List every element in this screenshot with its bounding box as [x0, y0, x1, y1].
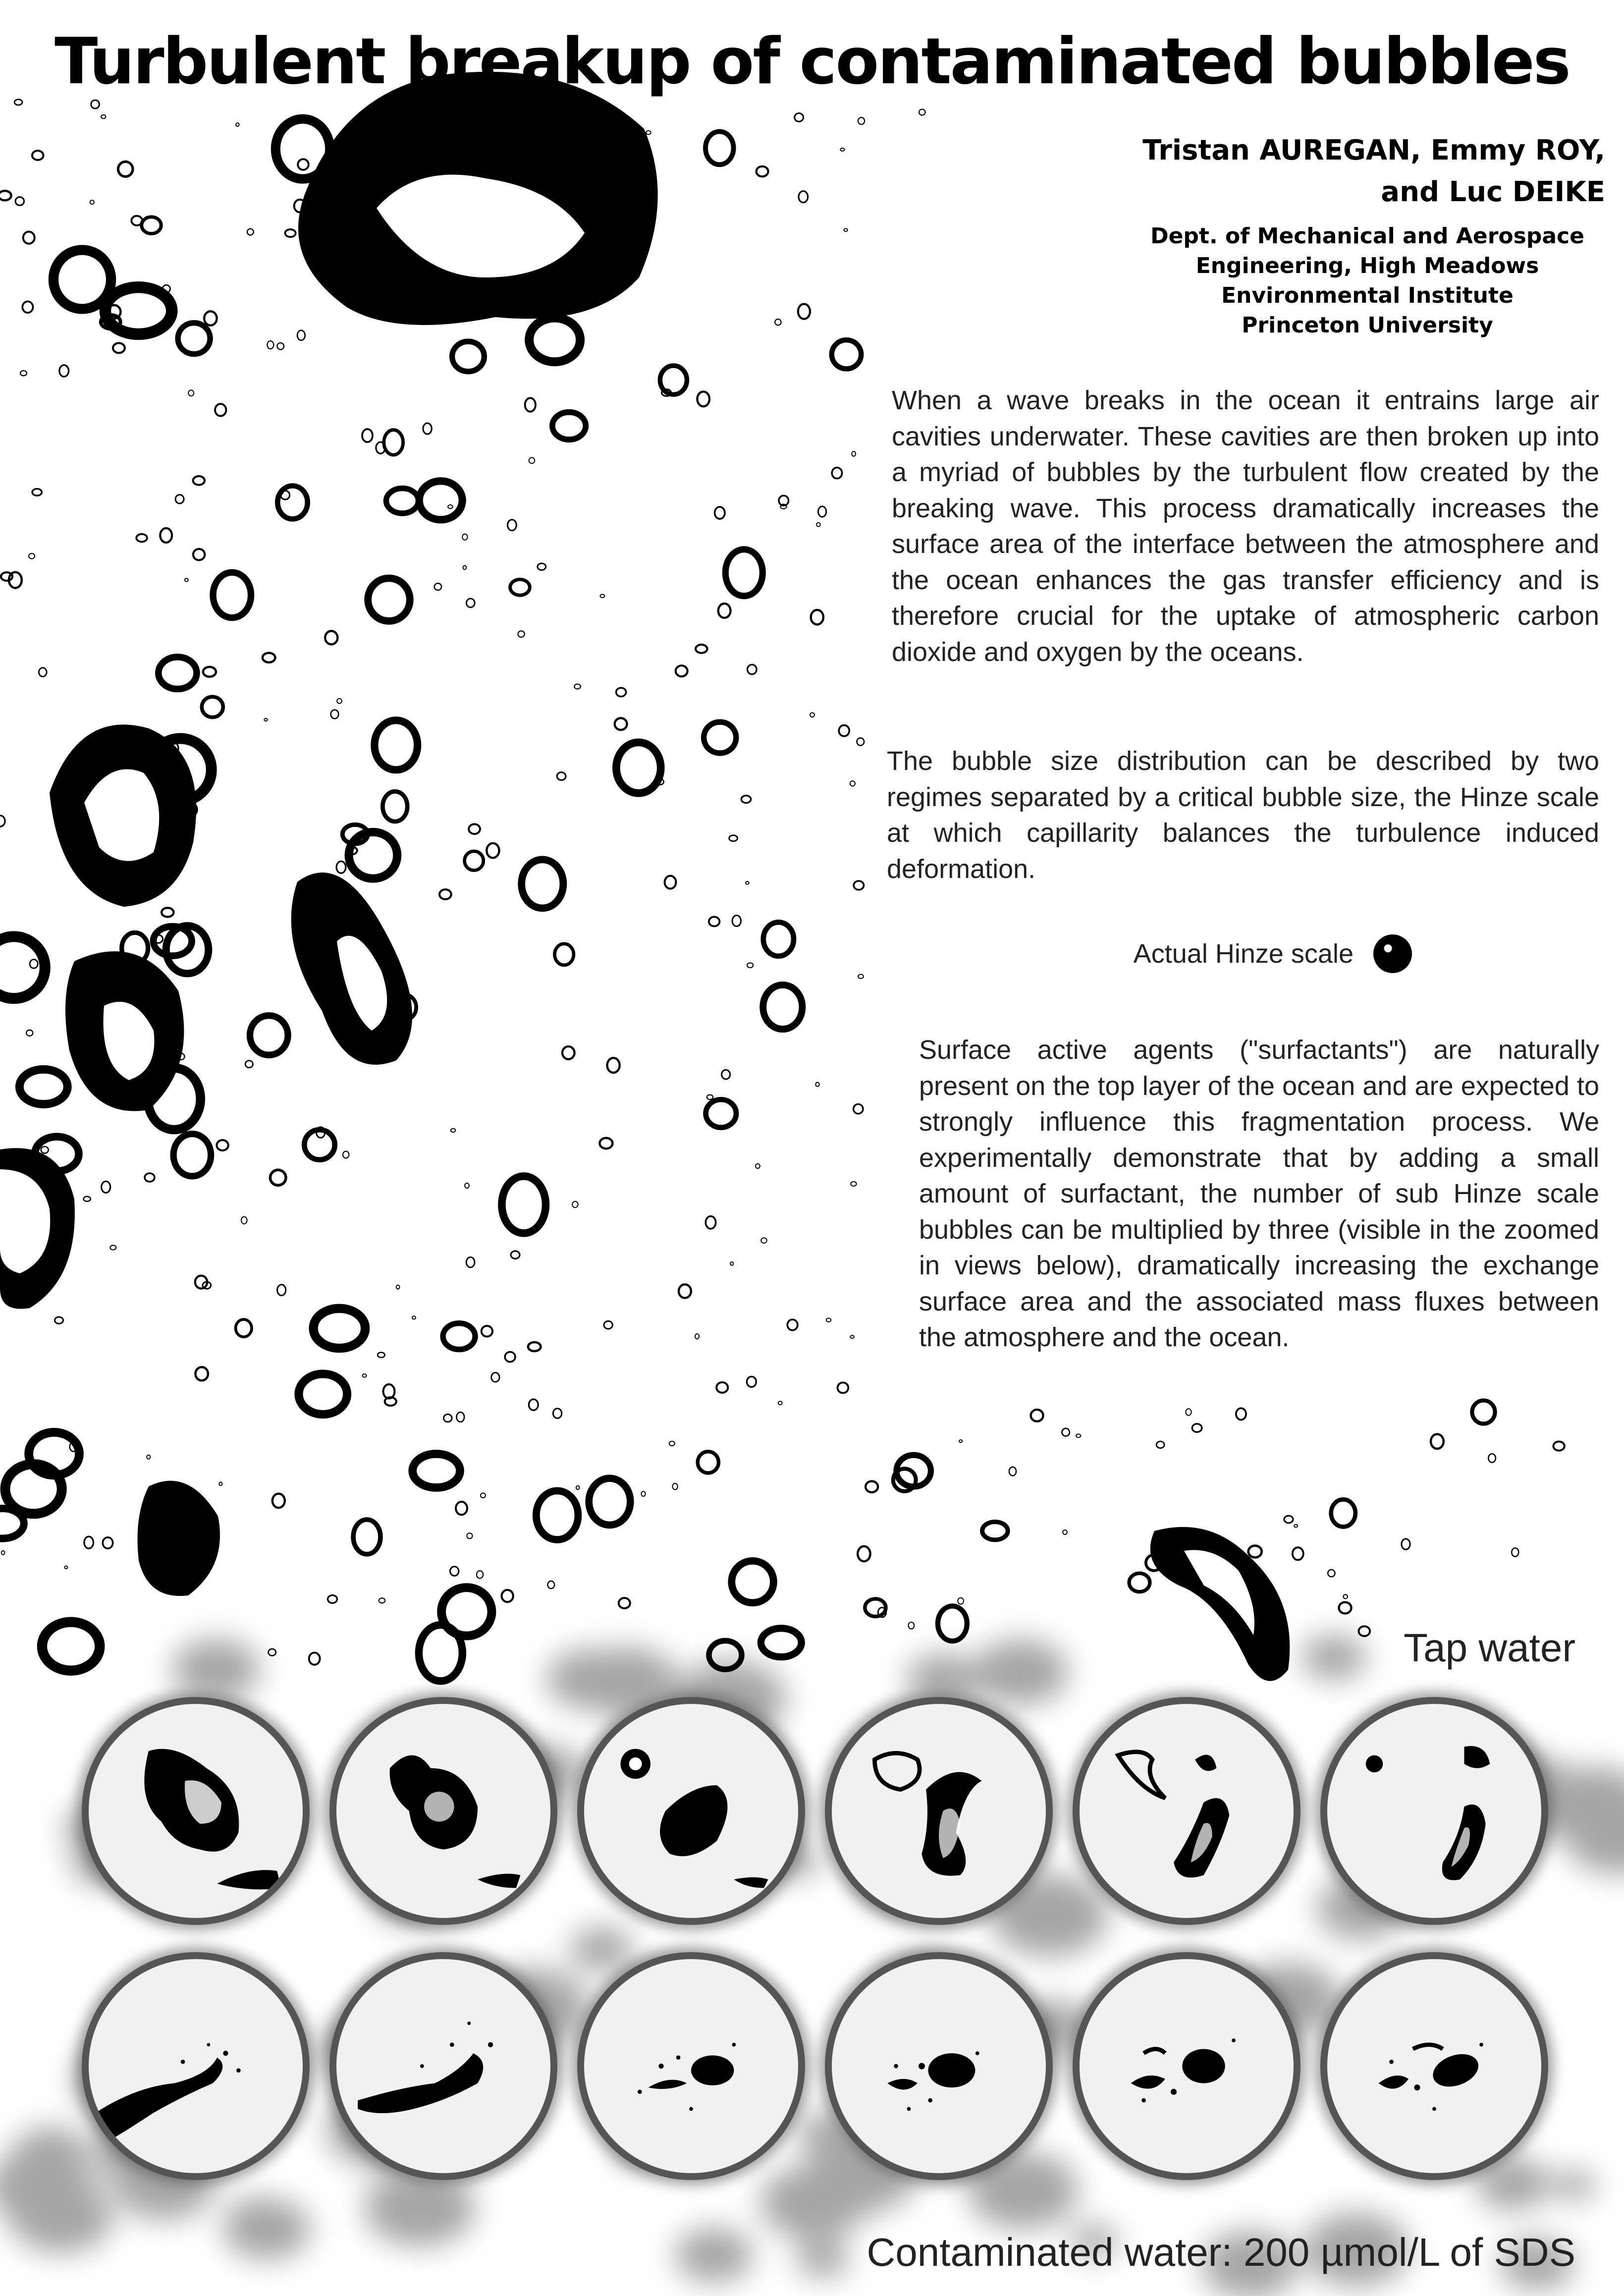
bubble	[810, 713, 814, 717]
bubble	[213, 572, 251, 617]
bubble	[747, 963, 753, 968]
bubble	[456, 1502, 467, 1515]
surfactant-paragraph: Surface active agents ("surfactants") are naturally present on the top layer of the ocean and are expected to strongly influence this fragmentation process. We experimentally demonstrate that by adding a small amount of surfactant, the number of sub Hinze scale bubbles can be multiplied by three (visible in the zoomed in views below), dramatically increasing the exchange surface area and the associated mass fluxes between the atmosphere and the ocean.	[919, 1035, 1599, 1352]
bubble	[615, 718, 627, 730]
bubble	[19, 1069, 67, 1104]
bubble	[536, 1491, 578, 1540]
bubble	[529, 458, 535, 464]
hinze-scale-label: Actual Hinze scale	[1133, 939, 1353, 969]
bubble	[419, 1625, 462, 1681]
bubble	[462, 534, 467, 540]
author-list	[1080, 130, 1605, 213]
bubble	[505, 1352, 515, 1362]
bubble	[552, 412, 586, 439]
bubble	[518, 631, 525, 637]
bubble	[778, 1401, 782, 1405]
bubble	[412, 1316, 416, 1319]
bubble	[0, 1509, 24, 1539]
bubble	[1343, 1594, 1348, 1598]
bubble	[959, 1440, 962, 1442]
bubble	[562, 1046, 575, 1059]
bubble	[761, 1628, 802, 1657]
bubble	[1472, 1401, 1495, 1424]
bubble	[314, 1309, 366, 1348]
bubble	[1488, 1454, 1496, 1462]
bubble	[600, 595, 605, 598]
bubble	[646, 131, 651, 135]
tap-water-frame-4	[825, 1697, 1053, 1925]
bubble	[419, 481, 462, 520]
tap-water-frame-6	[1320, 1697, 1548, 1925]
bubble	[1076, 1434, 1081, 1437]
bubble	[641, 1491, 645, 1496]
bubble	[1186, 1409, 1191, 1415]
poster-title: Turbulent breakup of contaminated bubbles	[54, 25, 1570, 99]
bubble	[298, 159, 309, 170]
blurred-bubble	[365, 2169, 475, 2246]
bubble	[196, 1367, 208, 1380]
bubble	[1553, 1442, 1564, 1451]
bubble	[434, 583, 441, 590]
bubble	[958, 1598, 964, 1604]
bubble	[362, 429, 373, 442]
bubble	[457, 1412, 465, 1422]
bubble	[1236, 1408, 1246, 1420]
bubble	[1, 1551, 5, 1555]
blurred-bubble	[570, 1927, 633, 1971]
bubble	[203, 667, 216, 677]
bubble	[41, 1147, 49, 1153]
tap-water-label: Tap water	[1404, 1626, 1575, 1670]
bubble	[604, 1321, 612, 1329]
affiliation-line: Engineering, High Meadows	[1195, 253, 1539, 278]
bubble	[716, 1382, 728, 1393]
bubble	[858, 117, 865, 124]
bubble	[39, 668, 47, 677]
bubble	[709, 917, 720, 926]
bubble	[763, 922, 794, 956]
bubble	[818, 506, 826, 517]
bubble	[1129, 1573, 1150, 1591]
bubble	[599, 1138, 612, 1148]
bubble	[202, 697, 223, 717]
bubble	[706, 1099, 736, 1127]
bubble	[619, 1598, 630, 1608]
bubble	[1294, 1525, 1298, 1527]
bubble	[529, 318, 580, 362]
bubble	[919, 109, 925, 115]
bubble	[159, 657, 197, 689]
author-line: Tristan AUREGAN, Emmy ROY,	[1142, 134, 1605, 166]
bubble	[162, 908, 173, 917]
bubble	[795, 113, 804, 122]
bubble	[15, 197, 24, 206]
bubble	[382, 791, 407, 821]
bubble	[26, 1030, 33, 1036]
bubble	[528, 1342, 541, 1351]
bubble	[386, 489, 419, 513]
bubble	[1063, 1530, 1067, 1534]
bubble	[217, 1140, 228, 1150]
bubble	[482, 1326, 492, 1337]
bubble	[982, 1522, 1008, 1540]
bubble	[572, 1202, 578, 1207]
bubble	[576, 1486, 580, 1490]
bubble	[538, 563, 546, 570]
bubble	[763, 985, 802, 1029]
hinze-bubble-icon	[1373, 934, 1412, 973]
bubble	[715, 507, 725, 519]
bubble	[508, 520, 517, 531]
bubble	[775, 319, 781, 325]
bubble	[267, 341, 273, 349]
bubble	[1009, 1467, 1016, 1476]
bubble	[465, 1183, 469, 1188]
bubble	[676, 665, 688, 676]
bubble	[0, 936, 45, 998]
contaminated-frame-5	[1073, 1952, 1300, 2180]
bubble	[147, 1455, 150, 1459]
bubble	[747, 1376, 756, 1387]
bubble	[679, 1284, 691, 1298]
bubble	[91, 100, 100, 109]
bubble	[511, 1251, 520, 1258]
bubble	[331, 710, 339, 719]
bubble	[368, 578, 410, 621]
bubble	[64, 1566, 67, 1569]
bubble	[553, 1409, 561, 1419]
bubble	[178, 323, 210, 354]
tap-water-frame-2	[329, 1697, 557, 1925]
bubble	[193, 476, 205, 485]
bubble	[215, 404, 226, 416]
bubble	[102, 1181, 110, 1193]
bubble	[466, 1257, 475, 1267]
blurred-bubble	[223, 2198, 311, 2259]
bubble	[705, 131, 734, 164]
bubble	[297, 330, 305, 340]
blurred-bubble	[974, 1639, 1068, 1705]
bubble	[110, 1245, 116, 1250]
blurred-bubble	[9, 2181, 112, 2253]
bubble	[1248, 1546, 1262, 1558]
bubble	[20, 371, 27, 376]
bubble	[383, 1384, 395, 1399]
bubble	[55, 1317, 63, 1324]
bubble	[757, 166, 768, 176]
bubble	[840, 148, 844, 151]
bubble	[349, 832, 397, 878]
blurred-bubble	[14, 2127, 87, 2178]
bubble	[799, 191, 808, 203]
bubble	[105, 287, 171, 334]
bubble	[502, 1176, 546, 1233]
blurred-bubble	[761, 2165, 867, 2240]
tap-water-frame-1	[82, 1697, 310, 1925]
bubble	[665, 876, 676, 889]
bubble	[362, 1374, 366, 1377]
bubble	[272, 1494, 285, 1508]
bubble	[466, 599, 475, 607]
bubble	[481, 1493, 486, 1498]
tap-water-frame-5	[1073, 1697, 1300, 1925]
blurred-bubble	[1553, 2170, 1596, 2200]
bubble	[850, 781, 855, 786]
contaminated-frame-2	[329, 1952, 557, 2180]
bubble	[746, 881, 749, 884]
bubble	[299, 1374, 347, 1415]
bubble	[705, 1216, 715, 1229]
bubble	[522, 860, 563, 908]
bubble	[467, 1533, 472, 1538]
bubble	[1031, 1410, 1043, 1421]
bubble	[463, 566, 467, 570]
bubble	[502, 1590, 513, 1602]
bubble	[756, 1164, 760, 1168]
bubble	[250, 1016, 288, 1055]
bubble	[241, 1217, 247, 1224]
bubble	[175, 495, 184, 504]
bubble	[336, 861, 346, 873]
bubble	[729, 835, 738, 841]
bubble	[852, 451, 856, 456]
bubble	[160, 528, 172, 543]
bubble	[328, 1595, 337, 1603]
bubble	[844, 228, 847, 231]
bubble	[378, 1353, 385, 1358]
bubble	[204, 311, 217, 325]
blurred-bubble	[172, 1639, 260, 1700]
bubble	[0, 191, 11, 200]
bubble	[304, 1130, 334, 1159]
bubble	[444, 1414, 452, 1421]
contaminated-frame-6	[1320, 1952, 1548, 2180]
bubble	[277, 343, 284, 350]
bubble	[732, 1561, 774, 1602]
bubble	[748, 664, 757, 674]
bubble	[277, 486, 307, 519]
bubble	[448, 505, 453, 508]
bubble	[14, 100, 22, 105]
bubble	[832, 340, 861, 369]
bubble	[413, 1454, 460, 1487]
bubble	[574, 684, 581, 689]
bubble	[22, 301, 33, 313]
bubble	[909, 1622, 915, 1629]
bubble	[29, 553, 35, 559]
bubble	[707, 1095, 713, 1100]
bubble	[219, 1482, 222, 1485]
bubble	[1512, 1548, 1518, 1556]
bubble	[1328, 1570, 1335, 1577]
bubble	[1402, 1539, 1410, 1549]
bubble	[439, 889, 451, 899]
bubble	[698, 1452, 718, 1473]
contaminated-frame-3	[577, 1952, 805, 2180]
bubble	[761, 1238, 767, 1243]
bubble	[816, 523, 820, 527]
bubble	[309, 1653, 320, 1665]
bubble	[30, 959, 38, 968]
bubble	[730, 1262, 733, 1265]
bubble	[469, 824, 480, 834]
bubble	[343, 1151, 349, 1158]
bubble	[725, 549, 762, 596]
bubble	[103, 1537, 112, 1548]
bubble	[23, 232, 35, 244]
bubble	[59, 365, 69, 377]
bubble	[142, 217, 161, 234]
bubble	[854, 881, 864, 890]
bubble	[732, 916, 741, 927]
bubble	[589, 1478, 631, 1525]
contaminated-frame-1	[82, 1952, 310, 2180]
bubble	[616, 742, 661, 793]
bubble	[477, 1571, 483, 1578]
bubble	[101, 115, 106, 119]
bubble	[616, 688, 626, 696]
bubble	[264, 718, 268, 721]
bubble	[270, 1170, 286, 1185]
bubble	[695, 1334, 699, 1339]
bubble	[188, 390, 194, 396]
bubble	[607, 1058, 620, 1073]
bubble	[1431, 1434, 1444, 1449]
bubble	[1192, 1424, 1202, 1432]
bubble	[1284, 1516, 1293, 1523]
bubble	[245, 1061, 253, 1068]
bubble	[697, 391, 709, 406]
bubble	[696, 645, 707, 653]
bubble	[669, 1441, 675, 1446]
bubble	[857, 738, 865, 745]
bubble	[718, 603, 731, 618]
bubble	[465, 851, 484, 871]
bubble	[1062, 1428, 1070, 1436]
affiliation-line: Princeton University	[1242, 313, 1493, 338]
bubble	[337, 699, 342, 704]
contaminated-frame-4	[825, 1952, 1053, 2180]
bubble	[145, 1173, 155, 1182]
bubble	[423, 423, 432, 434]
bubble	[375, 720, 418, 770]
bubble	[136, 534, 147, 542]
bubble	[193, 549, 205, 560]
bubble	[84, 1536, 94, 1548]
bubble	[832, 468, 842, 479]
bubble	[858, 975, 864, 979]
bubble	[826, 1318, 831, 1322]
bubble	[1339, 1602, 1352, 1614]
distribution-paragraph: The bubble size distribution can be described by two regimes separated by a critical bubble size, the Hinze scale at which capillarity balances the turbulence induced deformation.	[887, 746, 1599, 884]
bubble	[113, 343, 125, 353]
bubble	[450, 1567, 459, 1576]
bubble	[811, 610, 823, 624]
bubble	[815, 1082, 819, 1086]
bubble	[858, 1546, 870, 1561]
bubble	[854, 1104, 863, 1113]
bubble	[118, 162, 133, 176]
bubble	[263, 653, 275, 662]
bubble	[443, 1323, 475, 1350]
bubble	[90, 200, 94, 204]
bubble	[353, 1520, 380, 1554]
bubble	[510, 579, 530, 595]
contaminated-water-label: Contaminated water: 200 µmol/L of SDS	[866, 2230, 1575, 2274]
bubble	[236, 123, 239, 126]
hinze-scale-legend	[1065, 931, 1412, 976]
bubble	[850, 1335, 854, 1338]
bubble	[0, 816, 5, 826]
bubble	[487, 843, 499, 858]
bubble	[491, 1372, 499, 1382]
bubble	[173, 1134, 211, 1176]
bubble	[672, 1483, 677, 1490]
bubble	[1331, 1499, 1355, 1527]
affiliation	[1120, 221, 1615, 340]
bubble	[798, 304, 810, 319]
bubble	[851, 1182, 856, 1186]
affiliation-line: Environmental Institute	[1221, 283, 1514, 308]
bubble	[185, 578, 188, 582]
bubble	[247, 229, 254, 235]
bubble	[529, 1399, 538, 1410]
intro-paragraph: When a wave breaks in the ocean it entrains large air cavities underwater. These cavities are then broken up into a myriad of bubbles by the turbulent flow created by the breaking wave. This process dramatically increases the surface area of the interface between the atmosphere and the ocean enhances the gas transfer efficiency and is therefore crucial for the uptake of atmospheric carbon dioxide and oxygen by the oceans.	[892, 385, 1599, 667]
bubble	[285, 229, 296, 237]
bubble	[741, 796, 751, 803]
bubble	[557, 772, 566, 780]
bubble	[866, 1481, 878, 1492]
bubble	[547, 1581, 554, 1588]
bubble	[269, 1649, 276, 1656]
bubble	[84, 1197, 91, 1202]
bubble	[379, 1598, 385, 1603]
bubble	[525, 398, 536, 411]
bubble	[325, 631, 337, 645]
bubble	[660, 366, 687, 394]
author-line: and Luc DEIKE	[1381, 176, 1605, 208]
bubble	[277, 1285, 286, 1296]
tap-water-frame-3	[577, 1697, 805, 1925]
bubble	[42, 1622, 100, 1671]
bubble	[32, 151, 44, 160]
affiliation-line: Dept. of Mechanical and Aerospace	[1150, 223, 1584, 249]
bubble	[32, 489, 42, 496]
bubble	[787, 1319, 798, 1330]
bubble	[555, 944, 574, 965]
bubble	[396, 1285, 400, 1289]
bubble	[451, 1129, 456, 1132]
bubble	[839, 725, 849, 736]
bubble	[1156, 1441, 1164, 1448]
bubble	[704, 722, 736, 753]
bubble	[838, 1382, 849, 1393]
bubble	[1293, 1547, 1303, 1560]
bubble	[938, 1606, 967, 1641]
bubble	[384, 430, 403, 455]
bubble	[722, 1070, 730, 1079]
bubble	[236, 1319, 252, 1337]
bubble	[452, 341, 485, 372]
